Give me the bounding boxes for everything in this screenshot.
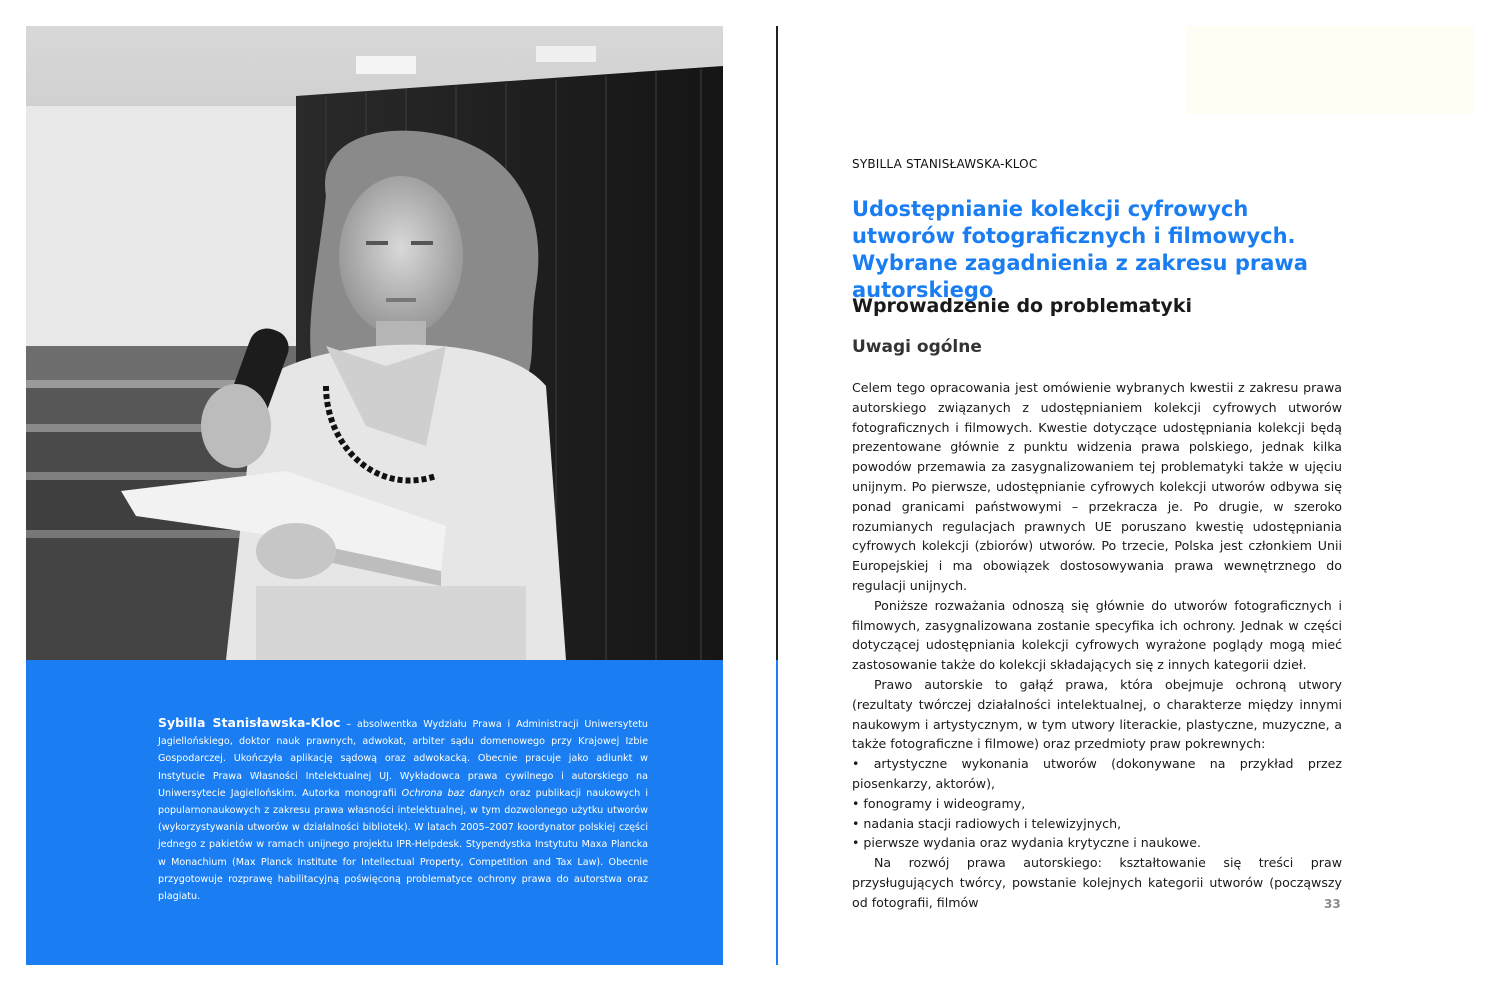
page-number: 33: [1324, 897, 1341, 911]
bullet-item-1: • artystyczne wykonania utworów (dokonywane na przykład przez piosenkarzy, aktorów),: [852, 756, 1342, 791]
author-bio: [158, 714, 648, 905]
author-photo-image: [26, 26, 723, 660]
section-heading: Wprowadzenie do problematyki: [852, 295, 1192, 317]
bio-monograph-title: Ochrona baz danych: [401, 787, 505, 799]
subsection-heading: Uwagi ogólne: [852, 337, 982, 357]
paragraph-1: Celem tego opracowania jest omówienie wybranych kwestii z zakresu prawa autorskiego związanych z udostępnianiem kolekcji cyfrowych utworów fotograficznych i filmowych. Kwestie dotyczące udostępniania kolekcji będą prezentowane głównie z punktu widzenia prawa polskiego, jednak kilka powodów przemawia za zasygnalizowaniem tej problematyki także w ujęciu unijnym. Po pierwsze, udostępnianie cyfrowych kolekcji utworów odbywa się ponad granicami państwowymi – przekracza je. Po drugie, w szeroko rozumianych regulacjach prawnych UE poruszano kwestię udostępniania cyfrowych kolekcji (zbiorów) utworów. Po trzecie, Polska jest członkiem Unii Europejskiej i ma obowiązek dostosowywania prawa wewnętrznego do regulacji unijnych.: [852, 380, 1342, 593]
bullet-item-4: • pierwsze wydania oraz wydania krytyczne i naukowe.: [852, 835, 1201, 851]
spine-blue: [776, 660, 778, 965]
bullet-item-2: • fonogramy i wideogramy,: [852, 795, 1026, 811]
bio-panel: [26, 660, 723, 965]
bio-author-name: Sybilla Stanisławska-Kloc: [158, 715, 341, 730]
author-photo: [26, 26, 723, 660]
page-spine: [776, 26, 778, 965]
corner-tint: [1186, 26, 1474, 114]
left-page: [26, 26, 723, 965]
bio-text-part1: – absolwentka Wydziału Prawa i Administracji Uniwersytetu Jagiellońskiego, doktor nauk prawnych, adwokat, arbiter sądu domenowego przy Krajowej Izbie Gospodarczej. Ukończyła aplikację sądową oraz adwokacką. Obecnie pracuje jako adiunkt w Instytucie Prawa Własności Intelektualnej UJ. Wykładowca prawa cywilnego i autorskiego na Uniwersytecie Jagiellońskim. Autorka monografii: [158, 719, 648, 799]
article-author: SYBILLA STANISŁAWSKA-KLOC: [852, 157, 1038, 171]
article-body: [852, 378, 1342, 913]
paragraph-3: Prawo autorskie to gałąź prawa, która obejmuje ochroną utwory (rezultaty twórczej działalności intelektualnej, o charakterze między innymi naukowym i artystycznym, w tym utwory literackie, plastyczne, muzyczne, a także fotograficzne i filmowe) oraz przedmioty praw pokrewnych:: [852, 676, 1342, 752]
bullet-item-3: • nadania stacji radiowych i telewizyjnych,: [852, 815, 1122, 831]
spine-dark: [776, 26, 778, 660]
paragraph-2: Poniższe rozważania odnoszą się głównie do utworów fotograficznych i filmowych, zasygnalizowana zostanie specyfika ich ochrony. Jednak w części dotyczącej udostępniania kolekcji cyfrowych wyrażone poglądy mogą mieć zastosowanie także do kolekcji składających się z innych kategorii dzieł.: [852, 597, 1342, 673]
paragraph-4: Na rozwój prawa autorskiego: kształtowanie się treści praw przysługujących twórcy, powstanie kolejnych kategorii utworów (począwszy od fotografii, filmów: [852, 855, 1342, 910]
bio-text-part2: oraz publikacji naukowych i popularnonaukowych z zakresu prawa własności intelektualnej, w tym dozwolonego użytku utworów (wykorzystywania utworów w działalności bibliotek). W latach 2005–2007 koordynator polskiej części jednego z pakietów w ramach unijnego projektu IPR-Helpdesk. Stypendystka Instytutu Maxa Plancka w Monachium (Max Planck Institute for Intellectual Property, Competition and Tax Law). Obecnie przygotowuje rozprawę habilitacyjną poświęconą problematyce ochrony prawa do autorstwa oraz plagiatu.: [158, 787, 649, 903]
article-title: Udostępnianie kolekcji cyfrowych utworów fotograficznych i filmowych. Wybrane zagadnienia z zakresu prawa autorskiego: [852, 197, 1308, 302]
